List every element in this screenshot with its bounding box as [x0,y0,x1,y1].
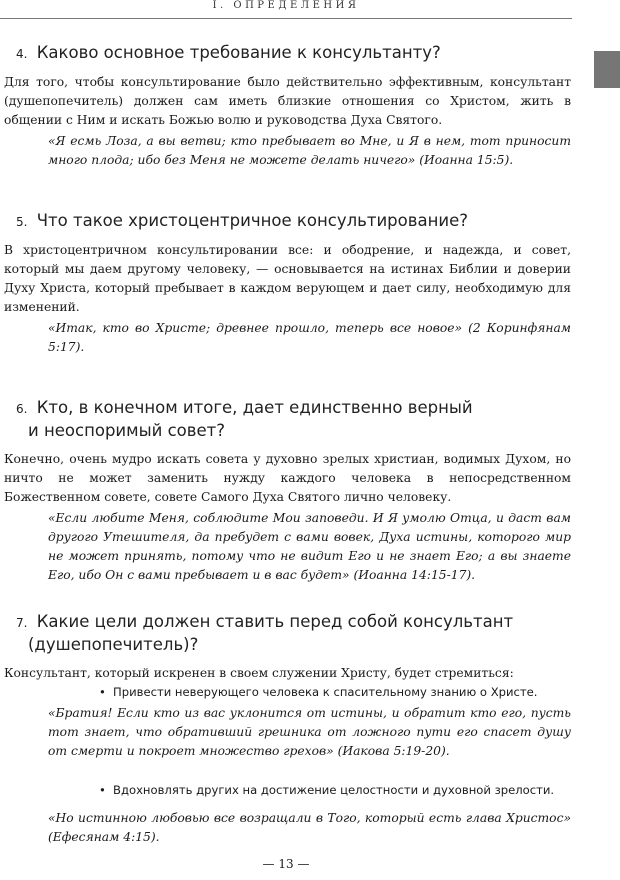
section-5-body: В христоцентричном консультировании все: и ободрение, и надежда, и совет, который мы даем другому человеку, — основывается на истинах Библии и доверии Духу Христа, который пребывает в каждом верующем и дает силу, необходимую для изменений. [4,243,571,314]
section-4-number: 4. [16,47,28,61]
section-6-number: 6. [16,402,28,416]
section-4-quote: «Я есмь Лоза, а вы ветви; кто пребывает во Мне, и Я в нем, тот приносит много плода; ибо без Меня не можете делать ничего» (Иоанна 15:5). [48,134,571,167]
section-6-title-line1: Кто, в конечном итоге, дает единственно верный [36,398,473,417]
section-4 [4,42,571,170]
section-7-heading [16,611,571,656]
section-7-quote-1: «Братия! Если кто из вас уклонится от истины, и обратит кто его, пусть тот знает, что обративший грешника от ложного пути его спасет душу от смерти и покроет множество грехов» (Иакова 5:19-20). [48,705,571,758]
section-7-body: Консультант, который искренен в своем служении Христу, будет стремиться: [4,666,514,680]
section-4-body: Для того, чтобы консультирование было действительно эффективным, консультант (душепопечитель) должен сам иметь близкие отношения со Христом, жить в общении с Ним и искать Божью волю и руководства Духа Святого. [4,75,571,127]
section-5-number: 5. [16,215,28,229]
section-7 [4,611,571,847]
section-6-title-line2: и неоспоримый совет? [28,421,226,440]
chapter-thumb-tab [594,51,620,88]
section-5-heading [16,210,571,233]
section-6-body: Конечно, очень мудро искать совета у духовно зрелых христиан, водимых Духом, но ничто не может заменить нужду каждого человека в непосредственном Божественном совете, совете Самого Духа Святого лично человеку. [4,452,571,504]
section-7-bullet-2: • Вдохновлять других на достижение целостности и духовной зрелости. [99,781,571,800]
section-7-title-line2: (душепопечитель)? [28,635,199,654]
section-4-title: Каково основное требование к консультанту? [36,43,441,62]
section-6-quote: «Если любите Меня, соблюдите Мои заповеди. И Я умолю Отца, и даст вам другого Утешителя, да пребудет с вами вовек, Духа истины, которого мир не может принять, потому что не видит Его и не знает Его; а вы знаете Его, ибо Он с вами пребывает и в вас будет» (Иоанна 14:15-17). [48,511,571,582]
page-number: — 13 — [262,857,310,871]
section-7-bullet-1: • Привести неверующего человека к спасительному знанию о Христе. [99,683,571,702]
section-5-title: Что такое христоцентричное консультирование? [36,211,469,230]
section-7-quote-2: «Но истинною любовью все возращали в Того, который есть глава Христос» (Ефесянам 4:15). [48,811,571,844]
section-7-title-line1: Какие цели должен ставить перед собой консультант [36,612,514,631]
page-content [4,42,571,847]
section-7-number: 7. [16,616,28,630]
section-5-quote: «Итак, кто во Христе; древнее прошло, теперь все новое» (2 Коринфянам 5:17). [48,321,571,354]
section-4-heading [16,42,571,65]
running-head: I. ОПРЕДЕЛЕНИЯ [212,0,360,11]
section-6 [4,397,571,585]
header-rule [0,18,572,19]
section-5 [4,210,571,357]
section-6-heading [16,397,571,442]
